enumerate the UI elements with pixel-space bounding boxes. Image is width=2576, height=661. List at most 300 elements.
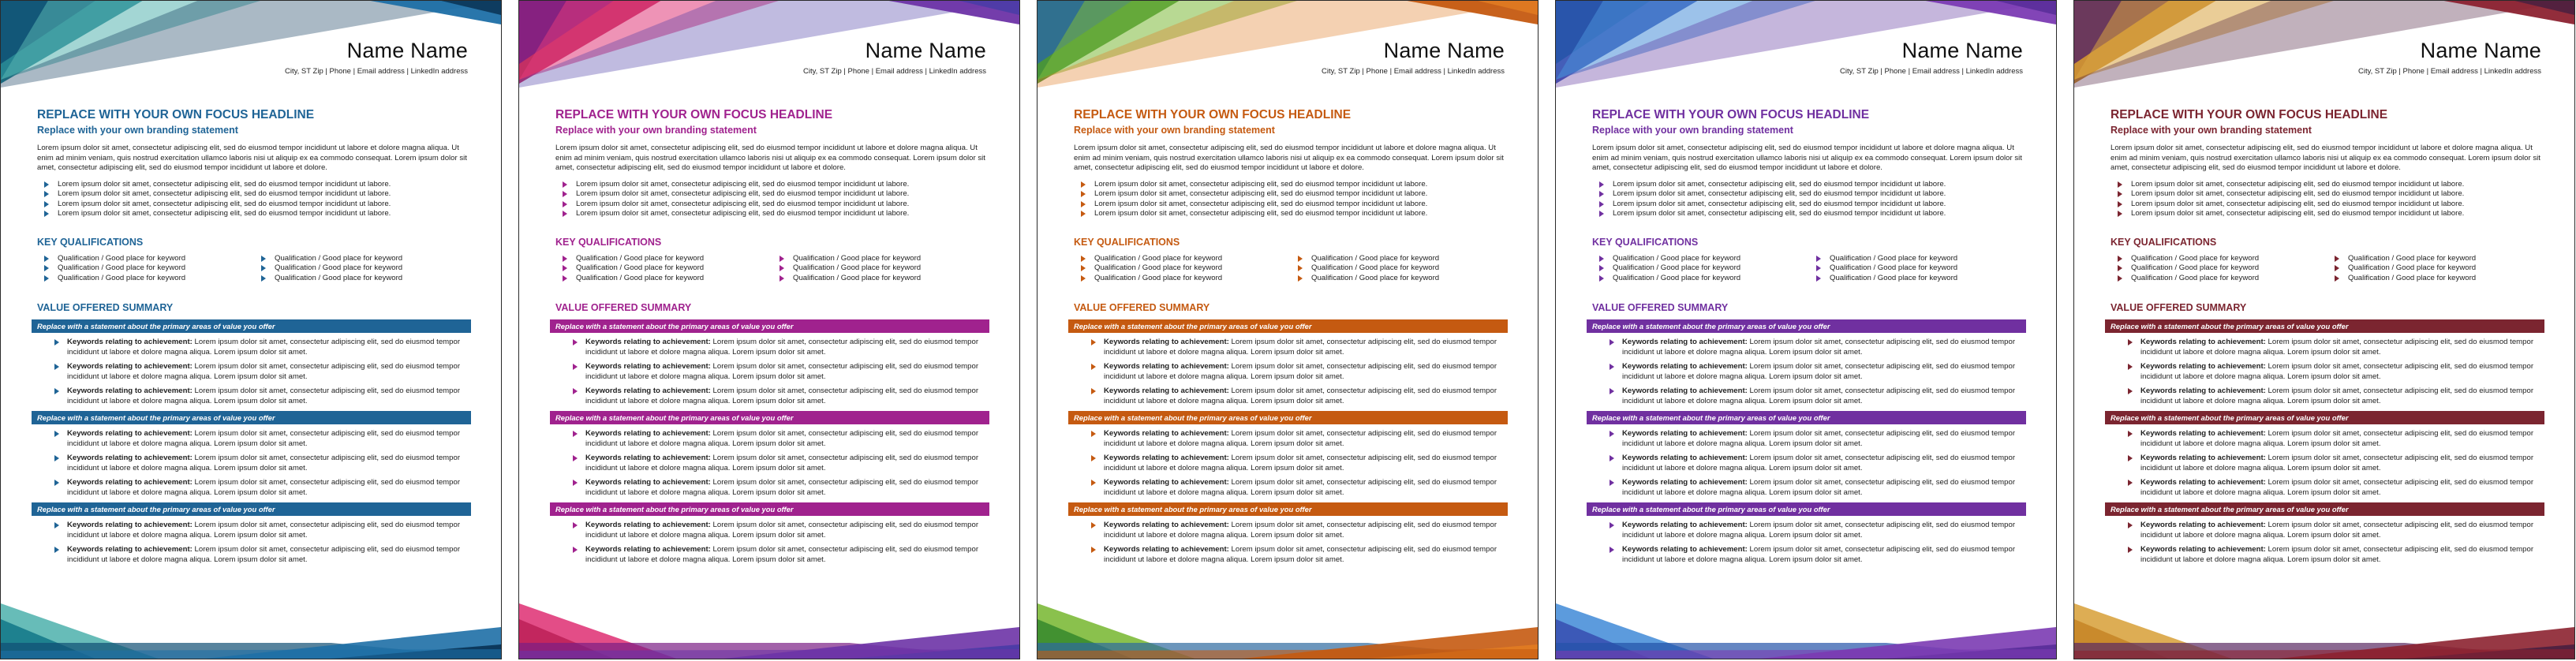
swoosh-shape [1886, 644, 2056, 659]
list-item [2111, 387, 2544, 406]
list-item [1809, 263, 2026, 274]
swoosh-shape [889, 1, 1019, 24]
swoosh-shape [1, 643, 501, 659]
list-item [1074, 454, 1508, 473]
achievement-text: Lorem ipsum dolor sit amet, consectetur adipiscing elit, sed do eiusmod tempor incididunt ut labore et dolore magna aliqua. Lorem ipsum dolor sit amet. [67, 521, 461, 540]
list-item [1074, 387, 1508, 406]
bullet-arrow-icon [2118, 181, 2122, 188]
swoosh-shape [1556, 643, 2056, 659]
swoosh-shape [2074, 643, 2574, 659]
branding-statement: Replace with your own branding statement [1592, 125, 1793, 136]
list-item [37, 338, 471, 357]
swoosh-shape [2074, 1, 2215, 84]
bullet-arrow-icon [54, 388, 59, 394]
swoosh-shape [850, 644, 1019, 659]
swoosh-shape [959, 1, 1019, 15]
name-heading: Name Name [346, 39, 468, 62]
list-item [254, 263, 471, 274]
value-statement-bar: Replace with a statement about the primary areas of value you offer [1068, 411, 1508, 424]
list-item [37, 429, 471, 449]
achievement-keyword: Keywords relating to achievement: [1104, 429, 1229, 438]
contact-line: City, ST Zip | Phone | Email address | LinkedIn address [1322, 67, 1505, 76]
branding-statement: Replace with your own branding statement [37, 125, 238, 136]
list-item [1592, 521, 2026, 540]
bullet-arrow-icon [1091, 547, 1096, 553]
list-item [2327, 263, 2544, 274]
achievement-text: Lorem ipsum dolor sit amet, consectetur adipiscing elit, sed do eiusmod tempor incididunt ut labore et dolore magna aliqua. Lorem ipsum dolor sit amet. [1622, 338, 2016, 357]
bullet-arrow-icon [2118, 256, 2122, 262]
bullet-arrow-icon [780, 256, 784, 262]
list-item [772, 254, 989, 264]
bullet-text: Lorem ipsum dolor sit amet, consectetur adipiscing elit, sed do eiusmod tempor incididunt ut labore. [1094, 179, 1428, 189]
achievement-text: Lorem ipsum dolor sit amet, consectetur adipiscing elit, sed do eiusmod tempor incididunt ut labore et dolore magna aliqua. Lorem ipsum dolor sit amet. [67, 545, 461, 564]
swoosh-shape [1242, 627, 1538, 659]
qualification-text: Qualification / Good place for keyword [1094, 253, 1223, 263]
bullet-arrow-icon [2128, 339, 2133, 345]
bullet-arrow-icon [54, 339, 59, 345]
bullet-text: Lorem ipsum dolor sit amet, consectetur adipiscing elit, sed do eiusmod tempor incididunt ut labore. [58, 199, 391, 208]
qualification-text: Qualification / Good place for keyword [793, 263, 922, 272]
list-item [1592, 545, 2026, 565]
achievement-text: Lorem ipsum dolor sit amet, consectetur adipiscing elit, sed do eiusmod tempor incididunt ut labore et dolore magna aliqua. Lorem ipsum dolor sit amet. [1104, 521, 1497, 540]
qualification-text: Qualification / Good place for keyword [2348, 273, 2477, 282]
bullet-arrow-icon [1298, 256, 1303, 262]
achievement-keyword: Keywords relating to achievement: [2140, 338, 2266, 346]
list-item [1074, 209, 1508, 219]
list-item [2111, 189, 2544, 200]
achievement-keyword: Keywords relating to achievement: [585, 545, 711, 554]
resume-body [2111, 108, 2544, 570]
bullet-arrow-icon [1599, 211, 1604, 217]
achievement-keyword: Keywords relating to achievement: [1104, 338, 1229, 346]
list-item [1809, 254, 2026, 264]
footer-swoosh-graphic [519, 596, 1019, 659]
value-statement-bar: Replace with a statement about the primary areas of value you offer [1587, 411, 2026, 424]
swoosh-shape [1038, 643, 1538, 659]
swoosh-shape [2074, 603, 2231, 659]
swoosh-shape [1368, 644, 1538, 659]
bullet-arrow-icon [2128, 431, 2133, 437]
qualification-text: Qualification / Good place for keyword [1613, 273, 1741, 282]
achievement-text: Lorem ipsum dolor sit amet, consectetur adipiscing elit, sed do eiusmod tempor incididunt ut labore et dolore magna aliqua. Lorem ipsum dolor sit amet. [1622, 387, 2016, 405]
achievement-text: Lorem ipsum dolor sit amet, consectetur adipiscing elit, sed do eiusmod tempor incididunt ut labore et dolore magna aliqua. Lorem ipsum dolor sit amet. [585, 362, 979, 381]
bullet-text: Lorem ipsum dolor sit amet, consectetur adipiscing elit, sed do eiusmod tempor incididunt ut labore. [576, 179, 910, 189]
branding-statement: Replace with your own branding statement [2111, 125, 2312, 136]
value-group [1074, 319, 1508, 406]
swoosh-shape [331, 644, 501, 659]
bullet-arrow-icon [563, 256, 567, 262]
achievement-text: Lorem ipsum dolor sit amet, consectetur adipiscing elit, sed do eiusmod tempor incididunt ut labore et dolore magna aliqua. Lorem ipsum dolor sit amet. [2140, 362, 2534, 381]
list-item [1074, 200, 1508, 210]
bullet-arrow-icon [54, 522, 59, 528]
list-item [37, 254, 254, 264]
achievement-keyword: Keywords relating to achievement: [585, 478, 711, 487]
swoosh-shape [1478, 1, 1538, 15]
qualification-text: Qualification / Good place for keyword [2131, 273, 2260, 282]
list-item [2327, 274, 2544, 284]
bullet-arrow-icon [1610, 388, 1614, 394]
qualification-text: Qualification / Good place for keyword [2131, 263, 2260, 272]
value-group [37, 411, 471, 498]
bullet-arrow-icon [44, 191, 49, 197]
swoosh-shape [1, 1, 260, 80]
achievement-keyword: Keywords relating to achievement: [2140, 362, 2266, 371]
value-statement-bar: Replace with a statement about the primary areas of value you offer [550, 411, 989, 424]
achievement-text: Lorem ipsum dolor sit amet, consectetur adipiscing elit, sed do eiusmod tempor incididunt ut labore et dolore magna aliqua. Lorem ipsum dolor sit amet. [1104, 362, 1497, 381]
swoosh-shape [1038, 1, 1179, 84]
swoosh-shape [2074, 649, 2574, 659]
bullet-arrow-icon [1599, 265, 1604, 271]
achievement-keyword: Keywords relating to achievement: [585, 387, 711, 395]
list-item [1074, 362, 1508, 382]
list-item [2111, 180, 2544, 190]
swoosh-shape [1, 1, 95, 64]
summary-paragraph: Lorem ipsum dolor sit amet, consectetur adipiscing elit, sed do eiusmod tempor incididunt ut labore et dolore magna aliqua. Ut enim ad minim veniam, quis nostrud exercitation ullamco laboris nisi ut aliquip ex ea commodo consequat. Lorem ipsum dolor sit amet, consectetur adipiscing elit, sed do eiusmod tempor incididunt ut labore et dolore. [1592, 144, 2022, 172]
achievement-keyword: Keywords relating to achievement: [1104, 362, 1229, 371]
bullet-text: Lorem ipsum dolor sit amet, consectetur adipiscing elit, sed do eiusmod tempor incididunt ut labore. [576, 199, 910, 208]
list-item [555, 545, 989, 565]
focus-headline: REPLACE WITH YOUR OWN FOCUS HEADLINE [1592, 108, 1870, 121]
list-item [1074, 521, 1508, 540]
bullet-arrow-icon [44, 265, 49, 271]
qualifications-column [1592, 254, 1809, 284]
bullet-arrow-icon [261, 275, 266, 282]
list-item [1074, 180, 1508, 190]
value-statement-bar: Replace with a statement about the primary areas of value you offer [550, 502, 989, 516]
list-item [1291, 254, 1508, 264]
list-item [555, 362, 989, 382]
qualification-text: Qualification / Good place for keyword [1830, 273, 1958, 282]
summary-paragraph: Lorem ipsum dolor sit amet, consectetur adipiscing elit, sed do eiusmod tempor incididunt ut labore et dolore magna aliqua. Ut enim ad minim veniam, quis nostrud exercitation ullamco laboris nisi ut aliquip ex ea commodo consequat. Lorem ipsum dolor sit amet, consectetur adipiscing elit, sed do eiusmod tempor incididunt ut labore et dolore. [2111, 144, 2540, 172]
bullet-text: Lorem ipsum dolor sit amet, consectetur adipiscing elit, sed do eiusmod tempor incididunt ut labore. [58, 189, 391, 198]
achievement-list [555, 521, 989, 565]
swoosh-shape [205, 627, 501, 659]
achievement-text: Lorem ipsum dolor sit amet, consectetur adipiscing elit, sed do eiusmod tempor incididunt ut labore et dolore magna aliqua. Lorem ipsum dolor sit amet. [1104, 387, 1497, 405]
value-statement-bar: Replace with a statement about the primary areas of value you offer [2105, 411, 2544, 424]
value-statement-bar: Replace with a statement about the primary areas of value you offer [32, 411, 471, 424]
list-item [37, 362, 471, 382]
bullet-text: Lorem ipsum dolor sit amet, consectetur adipiscing elit, sed do eiusmod tempor incididunt ut labore. [2131, 179, 2465, 189]
bullet-arrow-icon [1091, 339, 1096, 345]
resume-template-5[interactable] [2073, 0, 2575, 659]
list-item [1592, 338, 2026, 357]
bullet-arrow-icon [2128, 480, 2133, 486]
list-item [2111, 429, 2544, 449]
value-group [2111, 319, 2544, 406]
achievement-text: Lorem ipsum dolor sit amet, consectetur adipiscing elit, sed do eiusmod tempor incididunt ut labore et dolore magna aliqua. Lorem ipsum dolor sit amet. [585, 454, 979, 472]
value-group [555, 319, 989, 406]
achievement-keyword: Keywords relating to achievement: [1622, 545, 1748, 554]
qualification-text: Qualification / Good place for keyword [1094, 263, 1223, 272]
bullet-arrow-icon [573, 480, 578, 486]
value-group [1592, 411, 2026, 498]
resume-body [37, 108, 471, 570]
bullet-arrow-icon [1599, 201, 1604, 207]
achievement-keyword: Keywords relating to achievement: [2140, 454, 2266, 462]
achievement-keyword: Keywords relating to achievement: [2140, 387, 2266, 395]
swoosh-shape [1556, 1, 1697, 84]
value-statement-bar: Replace with a statement about the primary areas of value you offer [1587, 502, 2026, 516]
qualification-text: Qualification / Good place for keyword [1830, 263, 1958, 272]
summary-paragraph: Lorem ipsum dolor sit amet, consectetur adipiscing elit, sed do eiusmod tempor incididunt ut labore et dolore magna aliqua. Ut enim ad minim veniam, quis nostrud exercitation ullamco laboris nisi ut aliquip ex ea commodo consequat. Lorem ipsum dolor sit amet, consectetur adipiscing elit, sed do eiusmod tempor incididunt ut labore et dolore. [555, 144, 985, 172]
bullet-arrow-icon [1610, 522, 1614, 528]
achievement-text: Lorem ipsum dolor sit amet, consectetur adipiscing elit, sed do eiusmod tempor incididunt ut labore et dolore magna aliqua. Lorem ipsum dolor sit amet. [2140, 387, 2534, 405]
qualification-text: Qualification / Good place for keyword [1830, 253, 1958, 263]
list-item [254, 274, 471, 284]
achievement-list [2111, 429, 2544, 498]
bullet-arrow-icon [563, 181, 567, 188]
bullet-arrow-icon [2128, 455, 2133, 461]
value-group [555, 502, 989, 565]
achievement-text: Lorem ipsum dolor sit amet, consectetur adipiscing elit, sed do eiusmod tempor incididunt ut labore et dolore magna aliqua. Lorem ipsum dolor sit amet. [67, 387, 461, 405]
bullet-text: Lorem ipsum dolor sit amet, consectetur adipiscing elit, sed do eiusmod tempor incididunt ut labore. [576, 189, 910, 198]
achievement-list [1074, 429, 1508, 498]
bullet-arrow-icon [1610, 431, 1614, 437]
achievement-list [1592, 338, 2026, 406]
list-item [2111, 454, 2544, 473]
resume-template-1[interactable] [0, 0, 502, 659]
list-item [2327, 254, 2544, 264]
bullet-arrow-icon [573, 547, 578, 553]
value-summary-heading: VALUE OFFERED SUMMARY [37, 302, 174, 313]
qualification-text: Qualification / Good place for keyword [576, 263, 705, 272]
achievement-keyword: Keywords relating to achievement: [585, 429, 711, 438]
achievement-text: Lorem ipsum dolor sit amet, consectetur adipiscing elit, sed do eiusmod tempor incididunt ut labore et dolore magna aliqua. Lorem ipsum dolor sit amet. [2140, 429, 2534, 448]
achievement-text: Lorem ipsum dolor sit amet, consectetur adipiscing elit, sed do eiusmod tempor incididunt ut labore et dolore magna aliqua. Lorem ipsum dolor sit amet. [2140, 454, 2534, 472]
achievement-keyword: Keywords relating to achievement: [67, 387, 193, 395]
list-item [1592, 478, 2026, 498]
resume-body [1074, 108, 1508, 570]
swoosh-shape [2444, 1, 2574, 24]
summary-bullets [1074, 180, 1508, 219]
qualifications-grid [555, 254, 989, 284]
swoosh-shape [2279, 627, 2574, 659]
key-qualifications-heading: KEY QUALIFICATIONS [555, 236, 662, 248]
bullet-arrow-icon [1091, 364, 1096, 370]
achievement-keyword: Keywords relating to achievement: [1104, 545, 1229, 554]
bullet-arrow-icon [1091, 388, 1096, 394]
list-item [1074, 274, 1291, 284]
value-summary-heading: VALUE OFFERED SUMMARY [2111, 302, 2247, 313]
bullet-arrow-icon [1081, 265, 1086, 271]
swoosh-shape [519, 643, 1019, 659]
list-item [37, 387, 471, 406]
resume-body [555, 108, 989, 570]
qualification-text: Qualification / Good place for keyword [275, 253, 403, 263]
resume-template-4[interactable] [1555, 0, 2057, 659]
bullet-arrow-icon [1599, 191, 1604, 197]
achievement-text: Lorem ipsum dolor sit amet, consectetur adipiscing elit, sed do eiusmod tempor incididunt ut labore et dolore magna aliqua. Lorem ipsum dolor sit amet. [1622, 478, 2016, 497]
bullet-arrow-icon [1298, 275, 1303, 282]
achievement-keyword: Keywords relating to achievement: [67, 521, 193, 529]
bullet-arrow-icon [1816, 256, 1821, 262]
list-item [1074, 545, 1508, 565]
list-item [555, 338, 989, 357]
bullet-arrow-icon [1610, 339, 1614, 345]
list-item [1592, 387, 2026, 406]
swoosh-shape [1556, 603, 1713, 659]
achievement-text: Lorem ipsum dolor sit amet, consectetur adipiscing elit, sed do eiusmod tempor incididunt ut labore et dolore magna aliqua. Lorem ipsum dolor sit amet. [1622, 521, 2016, 540]
value-group [1074, 502, 1508, 565]
bullet-text: Lorem ipsum dolor sit amet, consectetur adipiscing elit, sed do eiusmod tempor incididunt ut labore. [58, 209, 391, 218]
achievement-keyword: Keywords relating to achievement: [2140, 545, 2266, 554]
list-item [2111, 521, 2544, 540]
key-qualifications-heading: KEY QUALIFICATIONS [1074, 236, 1180, 248]
value-group [555, 411, 989, 498]
footer-swoosh-graphic [1, 596, 501, 659]
achievement-text: Lorem ipsum dolor sit amet, consectetur adipiscing elit, sed do eiusmod tempor incididunt ut labore et dolore magna aliqua. Lorem ipsum dolor sit amet. [67, 362, 461, 381]
achievement-text: Lorem ipsum dolor sit amet, consectetur adipiscing elit, sed do eiusmod tempor incididunt ut labore et dolore magna aliqua. Lorem ipsum dolor sit amet. [2140, 338, 2534, 357]
swoosh-shape [1556, 649, 2056, 659]
achievement-keyword: Keywords relating to achievement: [2140, 429, 2266, 438]
achievement-keyword: Keywords relating to achievement: [1104, 454, 1229, 462]
bullet-arrow-icon [1298, 265, 1303, 271]
list-item [2111, 545, 2544, 565]
swoosh-shape [519, 1, 660, 84]
swoosh-shape [2405, 644, 2574, 659]
value-summary-heading: VALUE OFFERED SUMMARY [1074, 302, 1210, 313]
achievement-text: Lorem ipsum dolor sit amet, consectetur adipiscing elit, sed do eiusmod tempor incididunt ut labore et dolore magna aliqua. Lorem ipsum dolor sit amet. [1104, 429, 1497, 448]
achievement-list [555, 429, 989, 498]
swoosh-shape [1, 1, 142, 84]
swoosh-shape [1556, 1, 1815, 80]
list-item [37, 545, 471, 565]
qualification-text: Qualification / Good place for keyword [1613, 253, 1741, 263]
achievement-text: Lorem ipsum dolor sit amet, consectetur adipiscing elit, sed do eiusmod tempor incididunt ut labore et dolore magna aliqua. Lorem ipsum dolor sit amet. [1622, 429, 2016, 448]
summary-bullets [37, 180, 471, 219]
list-item [555, 254, 772, 264]
achievement-list [1592, 429, 2026, 498]
bullet-arrow-icon [1081, 275, 1086, 282]
swoosh-shape [371, 1, 501, 24]
resume-template-3[interactable] [1037, 0, 1538, 659]
qualification-text: Qualification / Good place for keyword [58, 253, 186, 263]
qualification-text: Qualification / Good place for keyword [1311, 263, 1440, 272]
bullet-arrow-icon [563, 211, 567, 217]
qualification-text: Qualification / Good place for keyword [793, 253, 922, 263]
swoosh-shape [1926, 1, 2056, 24]
list-item [1074, 254, 1291, 264]
swoosh-shape [1408, 1, 1538, 24]
bullet-arrow-icon [1610, 480, 1614, 486]
swoosh-shape [1038, 1, 1297, 80]
focus-headline: REPLACE WITH YOUR OWN FOCUS HEADLINE [1074, 108, 1352, 121]
achievement-text: Lorem ipsum dolor sit amet, consectetur adipiscing elit, sed do eiusmod tempor incididunt ut labore et dolore magna aliqua. Lorem ipsum dolor sit amet. [2140, 478, 2534, 497]
bullet-arrow-icon [563, 201, 567, 207]
value-group [1592, 502, 2026, 565]
qualification-text: Qualification / Good place for keyword [576, 273, 705, 282]
bullet-arrow-icon [1816, 275, 1821, 282]
bullet-arrow-icon [54, 431, 59, 437]
bullet-arrow-icon [44, 275, 49, 282]
list-item [2111, 209, 2544, 219]
qualification-text: Qualification / Good place for keyword [576, 253, 705, 263]
list-item [1592, 274, 1809, 284]
swoosh-shape [1556, 1, 1651, 64]
list-item [555, 274, 772, 284]
bullet-arrow-icon [2335, 256, 2339, 262]
achievement-list [2111, 521, 2544, 565]
bullet-arrow-icon [2335, 265, 2339, 271]
list-item [555, 263, 772, 274]
achievement-keyword: Keywords relating to achievement: [67, 454, 193, 462]
list-item [1592, 200, 2026, 210]
list-item [772, 263, 989, 274]
qualifications-column [772, 254, 989, 284]
achievement-keyword: Keywords relating to achievement: [1622, 338, 1748, 346]
bullet-arrow-icon [44, 181, 49, 188]
qualifications-column [2111, 254, 2327, 284]
list-item [555, 180, 989, 190]
achievement-keyword: Keywords relating to achievement: [2140, 521, 2266, 529]
branding-statement: Replace with your own branding statement [1074, 125, 1275, 136]
resume-template-2[interactable] [518, 0, 1020, 659]
achievement-text: Lorem ipsum dolor sit amet, consectetur adipiscing elit, sed do eiusmod tempor incididunt ut labore et dolore magna aliqua. Lorem ipsum dolor sit amet. [2140, 545, 2534, 564]
value-statement-bar: Replace with a statement about the primary areas of value you offer [32, 319, 471, 333]
list-item [555, 209, 989, 219]
swoosh-shape [1, 603, 158, 659]
achievement-keyword: Keywords relating to achievement: [1622, 478, 1748, 487]
achievement-list [37, 521, 471, 565]
qualifications-column [1291, 254, 1508, 284]
list-item [2111, 263, 2327, 274]
achievement-keyword: Keywords relating to achievement: [1104, 387, 1229, 395]
value-statement-bar: Replace with a statement about the primary areas of value you offer [2105, 502, 2544, 516]
bullet-arrow-icon [563, 265, 567, 271]
list-item [1592, 254, 1809, 264]
qualifications-column [37, 254, 254, 284]
bullet-arrow-icon [2128, 522, 2133, 528]
contact-line: City, ST Zip | Phone | Email address | LinkedIn address [803, 67, 986, 76]
bullet-arrow-icon [2118, 265, 2122, 271]
achievement-keyword: Keywords relating to achievement: [67, 545, 193, 554]
bullet-arrow-icon [1599, 256, 1604, 262]
list-item [555, 521, 989, 540]
bullet-arrow-icon [1091, 522, 1096, 528]
contact-line: City, ST Zip | Phone | Email address | LinkedIn address [2358, 67, 2541, 76]
swoosh-shape [441, 1, 501, 15]
achievement-keyword: Keywords relating to achievement: [1622, 454, 1748, 462]
bullet-arrow-icon [1599, 181, 1604, 188]
branding-statement: Replace with your own branding statement [555, 125, 757, 136]
qualification-text: Qualification / Good place for keyword [1311, 273, 1440, 282]
qualification-text: Qualification / Good place for keyword [1094, 273, 1223, 282]
achievement-text: Lorem ipsum dolor sit amet, consectetur adipiscing elit, sed do eiusmod tempor incididunt ut labore et dolore magna aliqua. Lorem ipsum dolor sit amet. [1104, 454, 1497, 472]
list-item [37, 189, 471, 200]
list-item [555, 478, 989, 498]
bullet-text: Lorem ipsum dolor sit amet, consectetur adipiscing elit, sed do eiusmod tempor incididunt ut labore. [1613, 199, 1946, 208]
list-item [2111, 254, 2327, 264]
list-item [772, 274, 989, 284]
achievement-keyword: Keywords relating to achievement: [585, 454, 711, 462]
achievement-keyword: Keywords relating to achievement: [585, 521, 711, 529]
value-group [1074, 411, 1508, 498]
bullet-arrow-icon [573, 388, 578, 394]
bullet-arrow-icon [2335, 275, 2339, 282]
bullet-arrow-icon [1599, 275, 1604, 282]
achievement-keyword: Keywords relating to achievement: [585, 362, 711, 371]
bullet-text: Lorem ipsum dolor sit amet, consectetur adipiscing elit, sed do eiusmod tempor incididunt ut labore. [2131, 209, 2465, 218]
achievement-list [37, 429, 471, 498]
value-group [37, 502, 471, 565]
swoosh-shape [1, 619, 95, 659]
achievement-text: Lorem ipsum dolor sit amet, consectetur adipiscing elit, sed do eiusmod tempor incididunt ut labore et dolore magna aliqua. Lorem ipsum dolor sit amet. [585, 521, 979, 540]
focus-headline: REPLACE WITH YOUR OWN FOCUS HEADLINE [555, 108, 833, 121]
achievement-text: Lorem ipsum dolor sit amet, consectetur adipiscing elit, sed do eiusmod tempor incididunt ut labore et dolore magna aliqua. Lorem ipsum dolor sit amet. [67, 429, 461, 448]
bullet-text: Lorem ipsum dolor sit amet, consectetur adipiscing elit, sed do eiusmod tempor incididunt ut labore. [2131, 199, 2465, 208]
summary-paragraph: Lorem ipsum dolor sit amet, consectetur adipiscing elit, sed do eiusmod tempor incididunt ut labore et dolore magna aliqua. Ut enim ad minim veniam, quis nostrud exercitation ullamco laboris nisi ut aliquip ex ea commodo consequat. Lorem ipsum dolor sit amet, consectetur adipiscing elit, sed do eiusmod tempor incididunt ut labore et dolore. [1074, 144, 1504, 172]
bullet-arrow-icon [563, 275, 567, 282]
